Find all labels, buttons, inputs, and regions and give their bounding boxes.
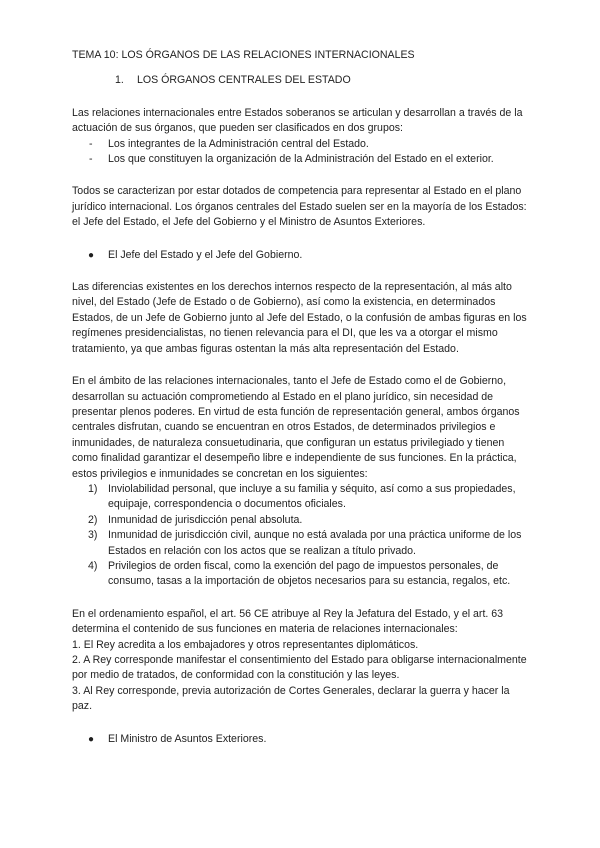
item-number: 1) — [88, 482, 98, 495]
list-item-text: Inmunidad de jurisdicción penal absoluta. — [108, 513, 303, 526]
list-item-text: Los que constituyen la organización de la Administración del Estado en el exterior. — [108, 153, 494, 166]
item-number: 4) — [88, 559, 98, 572]
list-item — [72, 152, 530, 167]
intro-paragraph: Las relaciones internacionales entre Estados soberanos se articulan y desarrollan a través de la actuación de sus órganos, que pueden ser clasificados en dos grupos: — [72, 106, 523, 135]
item-number: 2) — [88, 513, 98, 526]
list-item-text: Los integrantes de la Administración central del Estado. — [108, 137, 369, 150]
list-item-text: Privilegios de orden fiscal, como la exención del pago de impuestos personales, de consumo, tasas a la importación de objetos necesarios para su estancia, regalos, etc. — [108, 559, 511, 588]
bullet-icon: ● — [88, 733, 95, 745]
section-number: 1. — [115, 74, 124, 87]
heading-jefe-text: El Jefe del Estado y el Jefe del Gobierno. — [108, 248, 303, 261]
heading-ministro — [72, 732, 530, 747]
list-item — [72, 482, 530, 513]
list-item — [72, 528, 530, 559]
section-label: LOS ÓRGANOS CENTRALES DEL ESTADO — [137, 74, 351, 87]
competencia-paragraph: Todos se caracterizan por estar dotados de competencia para representar al Estado en el plano jurídico internacional. Los órganos centrales del Estado suelen ser en la mayoría de los Estados: el Jefe del Estado, el Jefe del Gobierno y el Ministro de Asuntos Exteriores. — [72, 185, 527, 229]
rey-function: 1. El Rey acredita a los embajadores y otros representantes diplomáticos. — [72, 638, 419, 651]
ambito-paragraph: En el ámbito de las relaciones internacionales, tanto el Jefe de Estado como el de Gobierno, desarrollan su actuación comprometiendo al Estado en el plano jurídico, sin necesidad de presentar plenos poderes. En virtud de esta función de representación general, ambos órganos centrales disfrutan, cuando se encuentran en otros Estados, de determinados privilegios e inmunidades, de naturaleza consuetudinaria, que configuran un estatus privilegiado y tienen como finalidad garantizar el desempeño libre e independiente de sus funciones. En la práctica, estos privilegios e inmunidades se concretan en los siguientes: — [72, 375, 520, 480]
list-item — [72, 513, 530, 528]
groups-list — [72, 137, 530, 168]
item-number: 3) — [88, 529, 98, 542]
privileges-list — [72, 482, 530, 590]
section-heading — [72, 73, 530, 88]
heading-jefe — [72, 248, 530, 263]
heading-ministro-text: El Ministro de Asuntos Exteriores. — [108, 732, 267, 745]
document-title: TEMA 10: LOS ÓRGANOS DE LAS RELACIONES INTERNACIONALES — [72, 49, 415, 61]
list-item — [72, 137, 530, 152]
bullet-icon: ● — [88, 249, 95, 261]
dash-marker: - — [89, 153, 93, 166]
rey-function: 2. A Rey corresponde manifestar el consentimiento del Estado para obligarse internacionalmente por medio de tratados, de conformidad con la constitución y las leyes. — [72, 654, 527, 682]
rey-function: 3. Al Rey corresponde, previa autorización de Cortes Generales, declarar la guerra y hacer la paz. — [72, 684, 510, 713]
ordenamiento-paragraph: En el ordenamiento español, el art. 56 CE atribuye al Rey la Jefatura del Estado, y el art. 63 determina el contenido de sus funciones en materia de relaciones internacionales: — [72, 607, 504, 636]
dash-marker: - — [89, 137, 93, 150]
diferencias-paragraph: Las diferencias existentes en los derechos internos respecto de la representación, al más alto nivel, del Estado (Jefe de Estado o de Gobierno), así como la existencia, en determinados Estados, de un Jefe de Gobierno junto al Jefe del Estado, o la confusión de ambas figuras en los regímenes presidencialistas, no tienen relevancia para el DI, que les va a otorgar el mismo tratamiento, ya que ambas figuras ostentan la más alta representación del Estado. — [72, 281, 527, 355]
list-item-text: Inmunidad de jurisdicción civil, aunque no está avalada por una práctica uniforme de los Estados en relación con los actos que se realizan a título privado. — [108, 529, 522, 557]
list-item — [72, 559, 530, 590]
list-item-text: Inviolabilidad personal, que incluye a su familia y séquito, así como a sus propiedades, equipaje, correspondencia o documentos oficiales. — [108, 482, 516, 511]
